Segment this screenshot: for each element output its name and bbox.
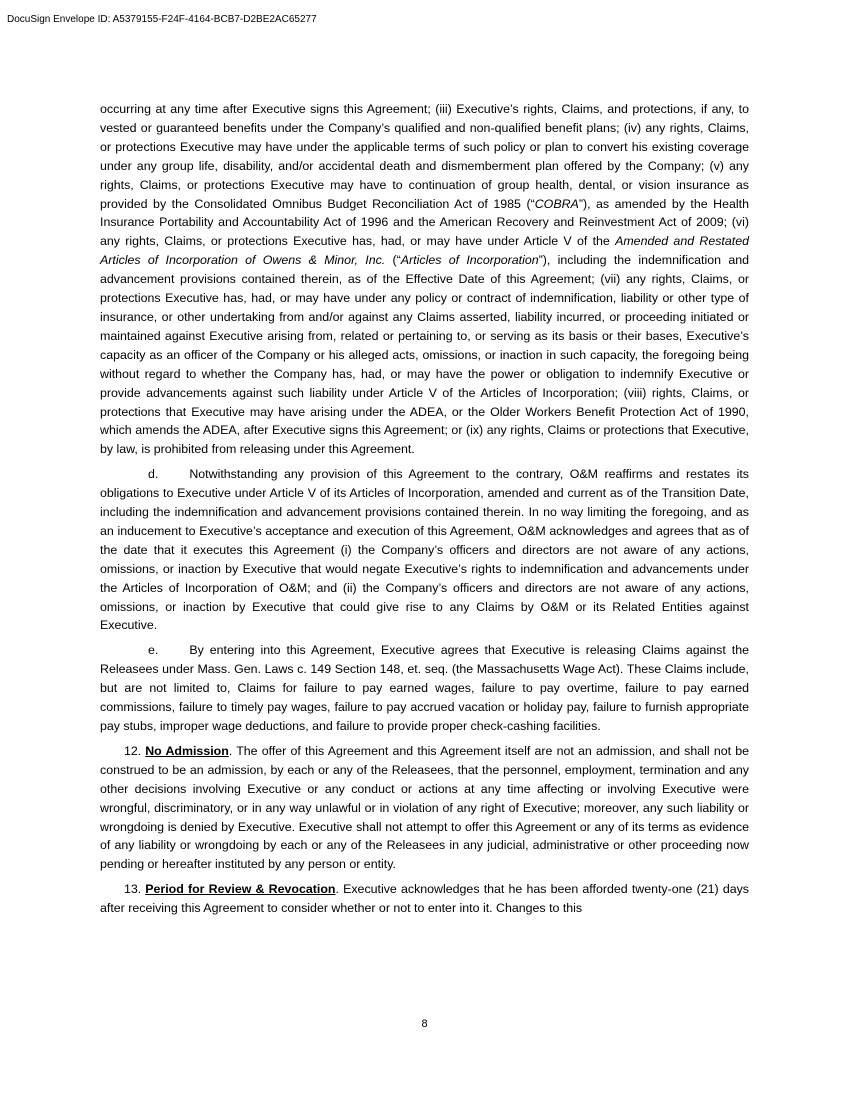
articles-short-term: Articles of Incorporation: [400, 253, 539, 268]
para-d-text: Notwithstanding any provision of this Agreement to the contrary, O&M reaffirms and restates its obligations to Executive under Article V of its Articles of Incorporation, amended and current as of the Transition Date, including the indemnification and advancement provisions contained therein. In no way limiting the foregoing, and as an inducement to Executive’s acceptance and execution of this Agreement, O&M acknowledges and agrees that as of the date that it executes this Agreement (i) the Company’s officers and directors are not aware of any actions, omissions, or inaction by Executive that would negate Executive’s rights to indemnification and advancements under the Articles of Incorporation of O&M; and (ii) the Company’s officers and directors are not aware of any actions, omissions, or inaction by Executive that could give rise to any Claims by O&M or its Related Entities against Executive.: [100, 467, 749, 633]
paragraph-c-continuation: [100, 100, 749, 459]
articles-full-title: Amended and Restated Articles of Incorporation of Owens & Minor, Inc.: [100, 234, 749, 268]
para-c-text-3: (“: [385, 253, 401, 268]
section-12-text: . The offer of this Agreement and this Agreement itself are not an admission, and shall not be construed to be an admission, by each or any of the Releasees, that the personnel, employment, termination and any other decisions involving Executive or any conduct or actions at any time affecting or involving Executive were wrongful, discriminatory, or in any way unlawful or in violation of any right of Executive; moreover, any such liability or wrongdoing is denied by Executive. Executive shall not attempt to offer this Agreement or any of its terms as evidence of any liability or wrongdoing by each or any of the Releasees in any judicial, administrative or other proceeding now pending or hereafter instituted by any person or entity.: [100, 743, 749, 872]
paragraph-d: [100, 465, 749, 635]
section-12-heading: No Admission: [145, 743, 229, 758]
para-e-label: e.: [148, 643, 159, 658]
para-e-text: By entering into this Agreement, Executive agrees that Executive is releasing Claims against the Releasees under Mass. Gen. Laws c. 149 Section 148, et. seq. (the Massachusetts Wage Act). These Claims include, but are not limited to, Claims for failure to pay earned wages, failure to pay overtime, failure to pay earned commissions, failure to timely pay wages, failure to pay accrued vacation or holiday pay, failure to furnish appropriate pay stubs, improper wage deductions, and failure to provide proper check-cashing facilities.: [100, 643, 749, 733]
section-12-number: 12.: [124, 743, 142, 758]
para-c-text-4: ”), including the indemnification and advancement provisions contained therein, as of the Effective Date of this Agreement; (vii) any rights, Claims, or protections Executive has, had, or may have under any policy or contract of indemnification, liability or other type of insurance, or other undertaking from and/or against any Claims asserted, liability incurred, or proceeding initiated or maintained against Executive arising from, related or pertaining to, or serving as its basis or their bases, Executive’s capacity as an officer of the Company or his alleged acts, omissions, or inaction in such capacity, the foregoing being without regard to whether the Company has, had, or may have the power or obligation to indemnify Executive or provide advancements against such liability under Article V of the Articles of Incorporation; (viii) rights, Claims, or protections that Executive may have arising under the ADEA, or the Older Workers Benefit Protection Act of 1990, which amends the ADEA, after Executive signs this Agreement; or (ix) any rights, Claims or protections that Executive, by law, is prohibited from releasing under this Agreement.: [100, 253, 749, 457]
document-body: [100, 100, 749, 918]
para-c-text-2: ”), as amended by the Health Insurance Portability and Accountability Act of 1996 and the American Recovery and Reinvestment Act of 2009; (vi) any rights, Claims, or protections Executive has, had, or may have under Article V of the: [100, 196, 749, 249]
paragraph-e: [100, 641, 749, 736]
section-13-heading: Period for Review & Revocation: [145, 882, 336, 897]
section-13-text: . Executive acknowledges that he has been afforded twenty-one (21) days after receiving this Agreement to consider whether or not to enter into it. Changes to this: [100, 882, 749, 916]
page-number: 8: [421, 1018, 428, 1030]
para-c-text-1: occurring at any time after Executive signs this Agreement; (iii) Executive’s rights, Claims, and protections, if any, to vested or guaranteed benefits under the Company’s qualified and non-qualified benefit plans; (iv) any rights, Claims, or protections Executive may have under the applicable terms of such policy or plan to convert his existing coverage under any group life, disability, and/or accidental death and dismemberment plan offered by the Company; (v) any rights, Claims, or protections Executive may have to continuation of group health, dental, or vision insurance as provided by the Consolidated Omnibus Budget Reconciliation Act of 1985 (“: [100, 102, 749, 211]
docusign-envelope-id: DocuSign Envelope ID: A5379155-F24F-4164-BCB7-D2BE2AC65277: [7, 14, 317, 25]
section-13-review-revocation: [100, 880, 749, 918]
section-13-number: 13.: [124, 882, 142, 897]
cobra-term: COBRA: [534, 196, 579, 211]
para-d-label: d.: [148, 467, 159, 482]
section-12-no-admission: [100, 742, 749, 874]
